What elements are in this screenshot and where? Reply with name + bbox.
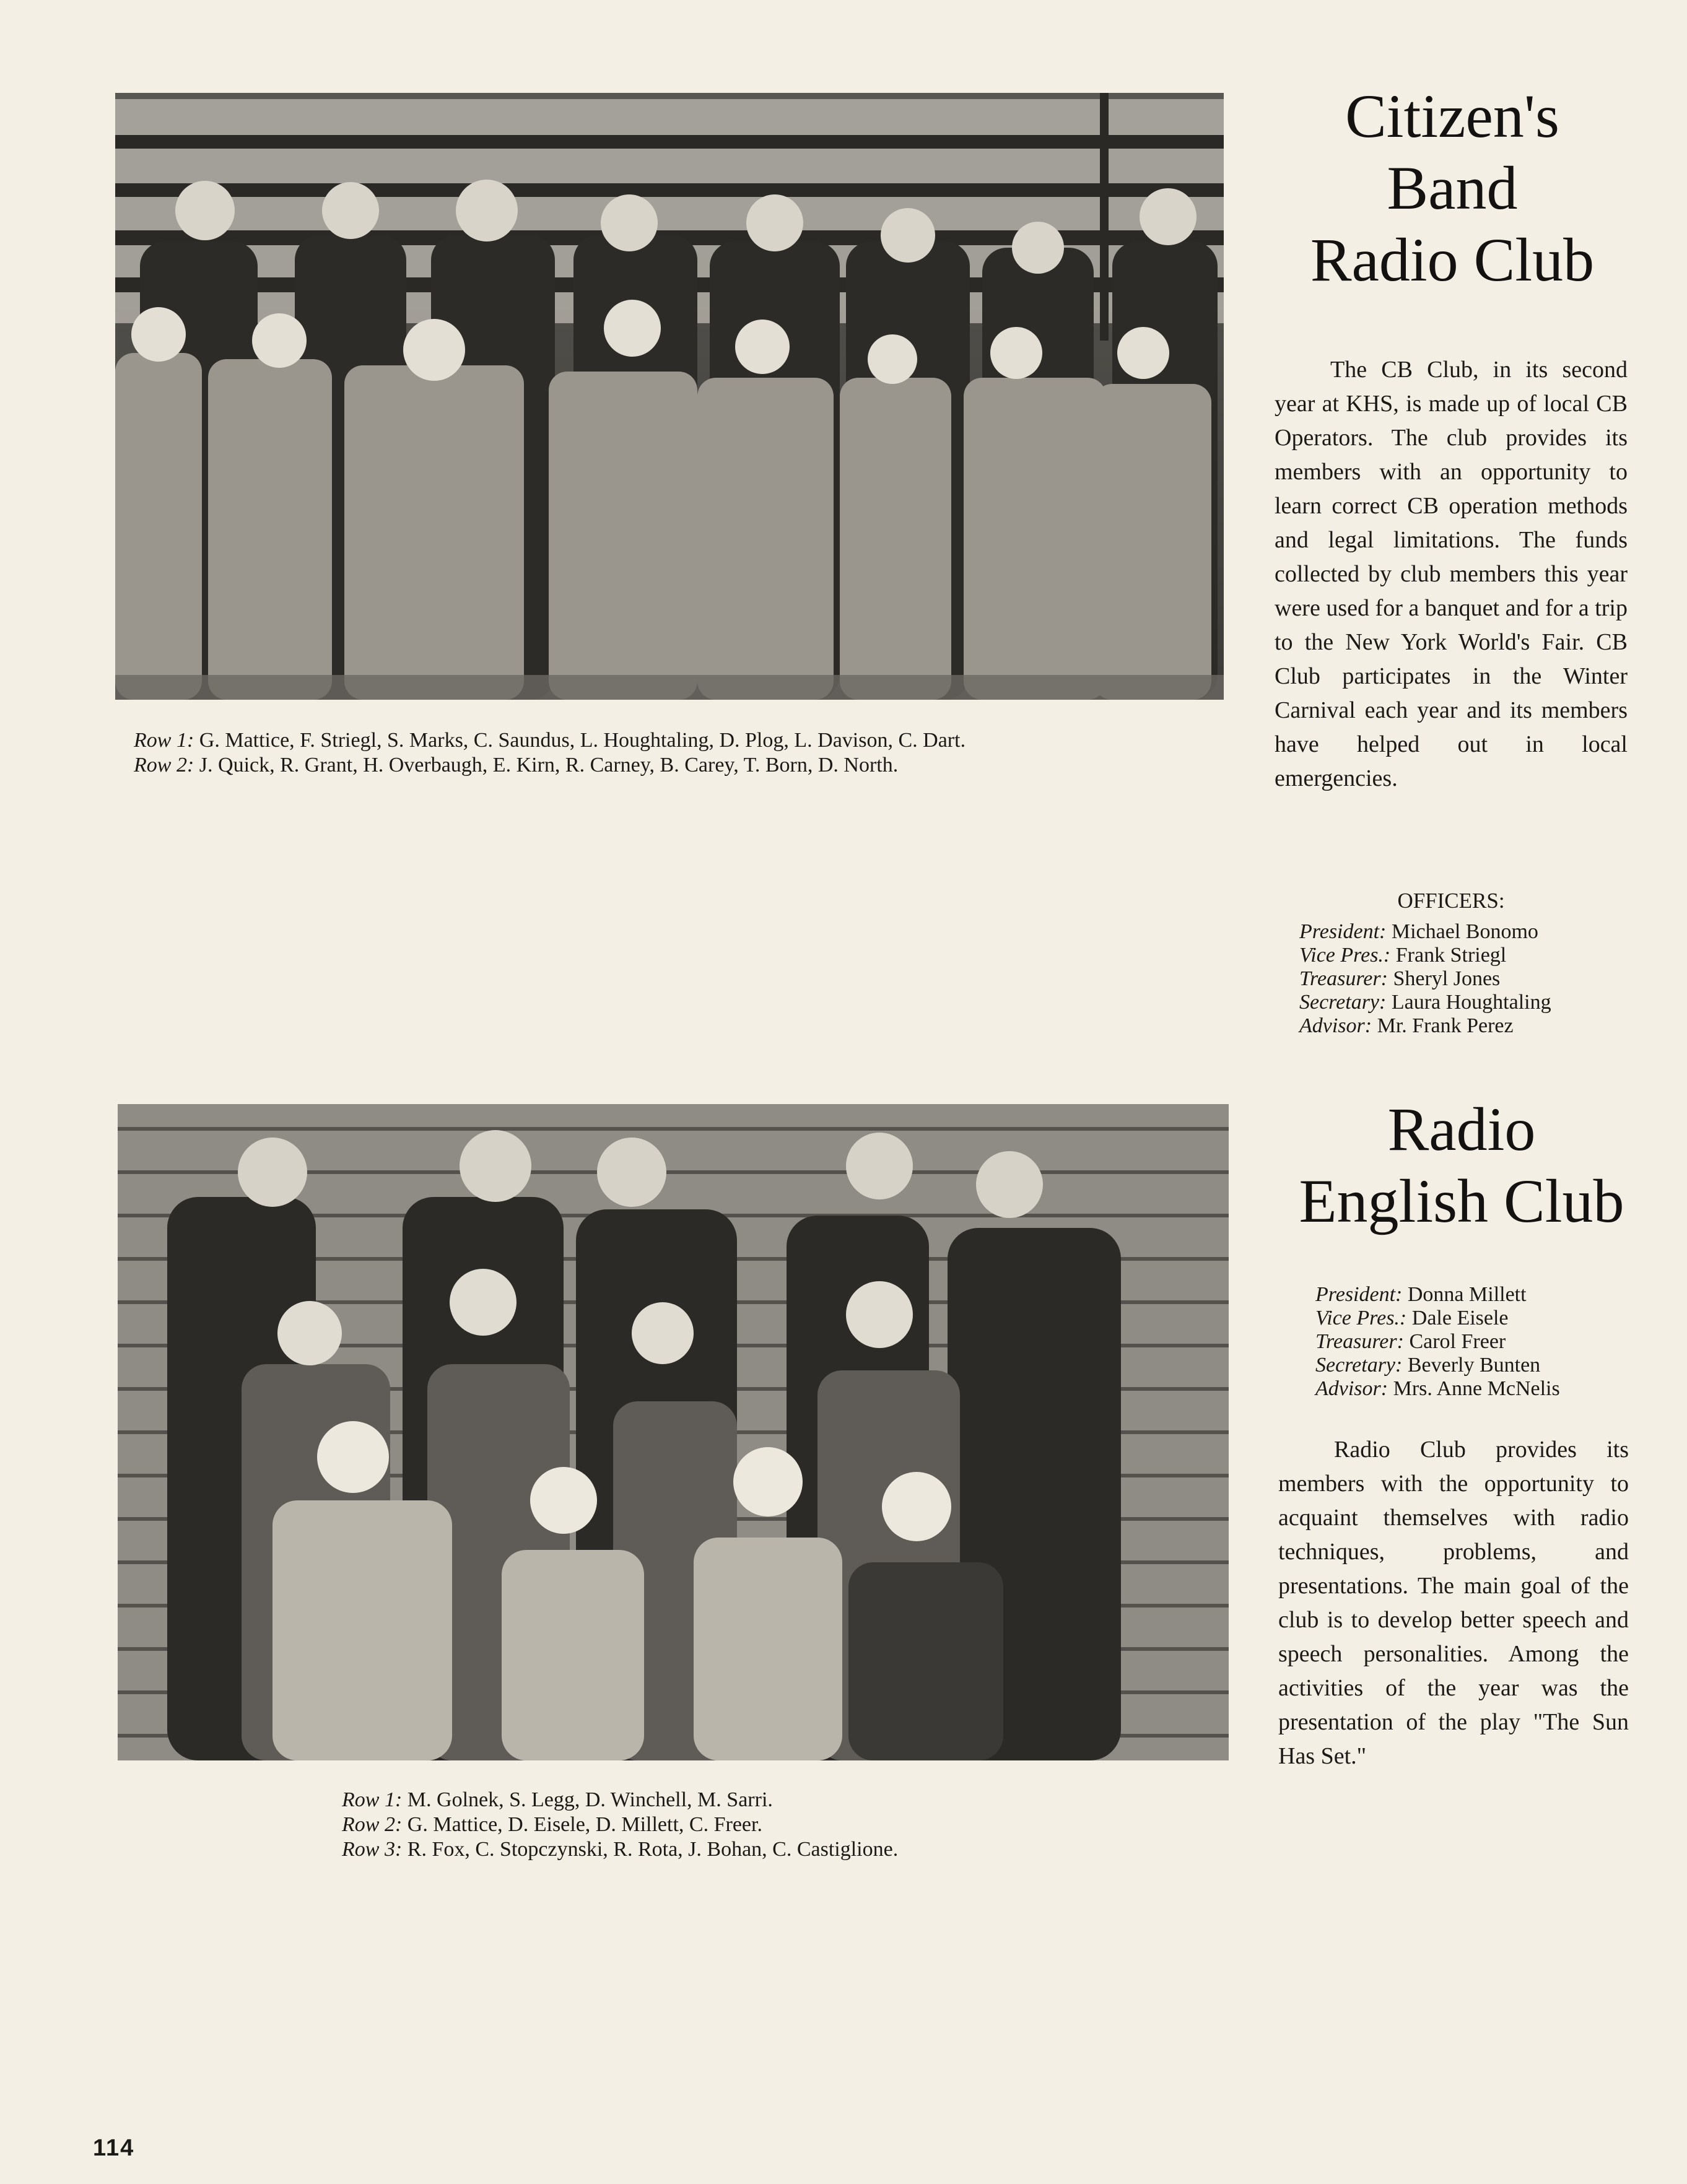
- caption-row: [342, 1837, 1085, 1862]
- radio-english-photo-caption: [342, 1788, 1085, 1862]
- title-line: Radio: [1387, 1095, 1536, 1164]
- officer-name: Mrs. Anne McNelis: [1393, 1377, 1560, 1400]
- officer-row: [1299, 944, 1646, 967]
- caption-row-names: R. Fox, C. Stopczynski, R. Rota, J. Bohan, C. Castiglione.: [407, 1838, 899, 1861]
- radio-english-description: [1278, 1433, 1629, 1773]
- description-paragraph: Radio Club provides its members with the opportunity to acquaint themselves with radio techniques, problems, and presentations. The main goal of the club is to develop better speech and speech personalities. Among the activities of the year was the presentation of the play "The Sun Has Set.": [1278, 1437, 1629, 1769]
- title-line: Radio Club: [1310, 225, 1595, 294]
- officer-name: Michael Bonomo: [1391, 920, 1538, 943]
- officer-role: Vice Pres.:: [1315, 1307, 1407, 1329]
- radio-english-club-title: [1251, 1094, 1672, 1237]
- caption-row-names: M. Golnek, S. Legg, D. Winchell, M. Sarri.: [407, 1788, 773, 1811]
- officer-name: Donna Millett: [1407, 1283, 1527, 1306]
- officer-role: Treasurer:: [1315, 1330, 1404, 1353]
- caption-row-names: J. Quick, R. Grant, H. Overbaugh, E. Kirn, R. Carney, B. Carey, T. Born, D. North.: [199, 754, 899, 777]
- caption-row: [134, 728, 1224, 753]
- description-paragraph: The CB Club, in its second year at KHS, is made up of local CB Operators. The club provides its members with an opportunity to learn correct CB operation methods and legal limitations. The funds collected by club members this year were used for a banquet and for a trip to the New York World's Fair. CB Club participates in the Winter Carnival each year and its members have helped out in local emergencies.: [1275, 357, 1628, 791]
- officer-name: Sheryl Jones: [1393, 967, 1501, 990]
- officer-row: [1315, 1283, 1662, 1307]
- officer-row: [1299, 920, 1646, 944]
- officer-row: [1299, 991, 1646, 1014]
- cb-club-officers: [1299, 920, 1646, 1038]
- title-line: Citizen's: [1345, 82, 1559, 150]
- cb-club-title: [1251, 80, 1654, 296]
- officer-role: Treasurer:: [1299, 967, 1388, 990]
- officer-role: Advisor:: [1299, 1014, 1372, 1037]
- officer-name: Carol Freer: [1409, 1330, 1506, 1353]
- officer-role: President:: [1299, 920, 1387, 943]
- officer-role: Secretary:: [1299, 991, 1387, 1014]
- radio-english-club-group-photo: [118, 1104, 1229, 1760]
- officers-heading: OFFICERS:: [1397, 889, 1505, 913]
- caption-row: [134, 753, 1224, 778]
- caption-row-label: Row 1:: [342, 1788, 403, 1811]
- cb-club-photo-caption: [134, 728, 1224, 778]
- officer-row: [1315, 1354, 1662, 1377]
- officer-role: Vice Pres.:: [1299, 944, 1391, 967]
- officer-name: Mr. Frank Perez: [1377, 1014, 1514, 1037]
- officer-role: President:: [1315, 1283, 1403, 1306]
- caption-row-names: G. Mattice, D. Eisele, D. Millett, C. Freer.: [407, 1813, 762, 1836]
- caption-row-label: Row 3:: [342, 1838, 403, 1861]
- title-line: Band: [1387, 154, 1518, 222]
- officer-name: Beverly Bunten: [1407, 1354, 1541, 1377]
- caption-row-label: Row 1:: [134, 729, 194, 752]
- caption-row: [342, 1788, 1085, 1812]
- officer-role: Advisor:: [1315, 1377, 1388, 1400]
- officer-row: [1299, 1014, 1646, 1038]
- title-line: English Club: [1299, 1167, 1624, 1235]
- officer-role: Secretary:: [1315, 1354, 1403, 1377]
- cb-club-group-photo: [115, 93, 1224, 700]
- officer-row: [1299, 967, 1646, 991]
- officer-row: [1315, 1377, 1662, 1401]
- officer-row: [1315, 1307, 1662, 1330]
- cb-club-description: [1275, 353, 1628, 796]
- caption-row-names: G. Mattice, F. Striegl, S. Marks, C. Saundus, L. Houghtaling, D. Plog, L. Davison, C. Dart.: [199, 729, 966, 752]
- caption-row-label: Row 2:: [134, 754, 194, 777]
- officer-name: Laura Houghtaling: [1391, 991, 1551, 1014]
- caption-row: [342, 1812, 1085, 1837]
- caption-row-label: Row 2:: [342, 1813, 403, 1836]
- page-number: 114: [93, 2135, 135, 2161]
- radio-english-officers: [1315, 1283, 1662, 1401]
- officer-name: Dale Eisele: [1411, 1307, 1509, 1329]
- officer-row: [1315, 1330, 1662, 1354]
- officer-name: Frank Striegl: [1395, 944, 1507, 967]
